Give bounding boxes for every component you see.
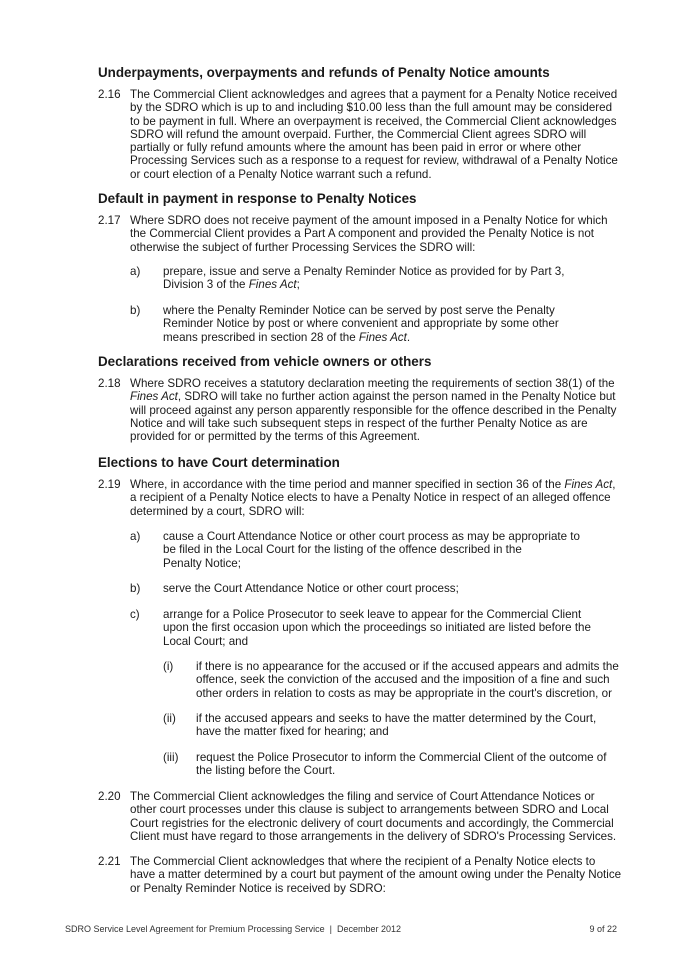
text-line: the Commercial Client provides a Part A component and provided the Penalty Notice is not [130, 227, 594, 241]
footer-document-title: SDRO Service Level Agreement for Premium Processing Service | December 2012 [65, 924, 401, 934]
text-line: arrange for a Police Prosecutor to seek leave to appear for the Commercial Client [163, 608, 582, 621]
text-span: means prescribed in section 28 of the [163, 330, 359, 344]
text-line: if there is no appearance for the accused or if the accused appears and admits the [196, 660, 619, 673]
text-line: the listing before the Court. [196, 764, 336, 778]
text-span: Division 3 of the [163, 278, 249, 292]
text-line: offence, seek the conviction of the accused and the imposition of a fine and such [196, 673, 610, 687]
text-line: by the SDRO which is up to and including $10.00 less than the full amount may be considered [130, 101, 613, 115]
heading-elections: Elections to have Court determination [98, 455, 340, 470]
text-line: be filed in the Local Court for the listing of the offence described in the [163, 543, 522, 557]
clause-2-19-item-c [163, 608, 591, 648]
text-line: upon the first occasion upon which the proceedings so initiated are listed before the [163, 621, 591, 635]
text-line: Processing Services such as a response to a request for review, withdrawal of a Penalty Notice [130, 154, 618, 168]
clause-2-16-text [130, 88, 618, 181]
clause-number-2-18: 2.18 [98, 377, 121, 390]
item-label-i: (i) [163, 660, 174, 673]
text-line: The Commercial Client acknowledges that where the recipient of a Penalty Notice elects to [130, 855, 596, 868]
text-line: The Commercial Client acknowledges and agrees that a payment for a Penalty Notice received [130, 88, 618, 101]
text-line: The Commercial Client acknowledges the filing and service of Court Attendance Notices or [130, 790, 595, 803]
text-line: or Penalty Reminder Notice is received by SDRO: [130, 881, 386, 895]
text-line: Notice and will take such subsequent steps in respect of the further Penalty Notice as are [130, 416, 588, 430]
text-line: Where SDRO receives a statutory declaration meeting the requirements of section 38(1) of the [130, 377, 615, 390]
text-line: other court processes under this clause is subject to arrangements between SDRO and Local [130, 803, 609, 817]
clause-2-17-item-a [163, 265, 564, 292]
text-line: otherwise the subject of further Processing Services the SDRO will: [130, 240, 476, 254]
text-line: to be payment in full. Where an overpayment is received, the Commercial Client acknowledges [130, 114, 617, 128]
text-line: provided for or permitted by the terms of this Agreement. [130, 430, 420, 444]
clause-2-19-item-ii [196, 712, 596, 739]
text-span: Where, in accordance with the time period and manner specified in section 36 of the [130, 478, 565, 491]
text-line: request the Police Prosecutor to inform the Commercial Client of the outcome of [196, 751, 607, 764]
clause-number-2-17: 2.17 [98, 214, 121, 227]
act-name: Fines Act [248, 278, 297, 292]
item-label-a: a) [130, 265, 141, 278]
text-line: SDRO will refund the amount overpaid. Further, the Commercial Client agrees SDRO will [130, 127, 587, 141]
text-span: ; [296, 278, 300, 292]
clause-2-19-item-iii [196, 751, 606, 778]
text-line: cause a Court Attendance Notice or other court process as may be appropriate to [163, 530, 580, 543]
text-line [163, 331, 559, 344]
text-line: have a matter determined by a court but payment of the amount owing under the Penalty Notice [130, 868, 622, 882]
text-span: , SDRO will take no further action against the person named in the Penalty Notice but [177, 390, 616, 404]
item-label-b: b) [130, 582, 141, 595]
clause-number-2-19: 2.19 [98, 478, 121, 491]
text-line: Client must have regard to those arrangements in the delivery of SDRO's Processing Services. [130, 829, 617, 843]
clause-2-19-item-a [163, 530, 580, 570]
text-line: Reminder Notice by post or where convenient and appropriate by some other [163, 317, 559, 331]
clause-2-20-text [130, 790, 618, 843]
text-line [130, 390, 618, 403]
item-label-a: a) [130, 530, 141, 543]
clause-2-19-text [130, 478, 618, 518]
text-line: determined by a court, SDRO will: [130, 504, 305, 518]
text-line [163, 278, 564, 291]
clause-number-2-20: 2.20 [98, 790, 121, 803]
clause-2-18-text [130, 377, 618, 443]
text-line: have the matter fixed for hearing; and [196, 725, 389, 739]
text-span: , [612, 478, 616, 491]
text-line: Court registries for the electronic delivery of court documents and accordingly, the Commercial [130, 816, 614, 830]
text-line: serve the Court Attendance Notice or other court process; [163, 582, 459, 595]
text-line: or court election of a Penalty Notice warrant such a refund. [130, 167, 432, 181]
text-line [130, 478, 618, 491]
text-span: . [406, 330, 411, 344]
text-line: if the accused appears and seeks to have the matter determined by the Court, [196, 712, 597, 725]
text-line: partially or fully refund amounts where the amount has been paid in error or where other [130, 141, 582, 155]
item-label-c: c) [130, 608, 140, 621]
text-line: Where SDRO does not receive payment of the amount imposed in a Penalty Notice for which [130, 214, 608, 227]
item-label-ii: (ii) [163, 712, 176, 725]
act-name: Fines Act [130, 390, 178, 404]
clause-2-19-item-i [196, 660, 619, 700]
clause-2-19-item-b [163, 582, 459, 595]
heading-declarations: Declarations received from vehicle owners or others [98, 354, 432, 369]
clause-2-21-text [130, 855, 622, 895]
text-line: will proceed against any person apparently responsible for the offence described in the Penalty [130, 403, 617, 417]
clause-number-2-21: 2.21 [98, 855, 121, 868]
clause-2-17-text [130, 214, 618, 254]
heading-default-in-payment: Default in payment in response to Penalty Notices [98, 191, 417, 206]
item-label-iii: (iii) [163, 751, 179, 764]
item-label-b: b) [130, 304, 141, 317]
act-name: Fines Act [564, 478, 613, 491]
text-line: Local Court; and [163, 634, 249, 648]
act-name: Fines Act [358, 330, 407, 344]
text-line: where the Penalty Reminder Notice can be served by post serve the Penalty [163, 304, 555, 317]
text-line: prepare, issue and serve a Penalty Reminder Notice as provided for by Part 3, [163, 265, 565, 278]
clause-2-17-item-b [163, 304, 559, 344]
text-line: a recipient of a Penalty Notice elects to have a Penalty Notice in respect of an alleged offence [130, 491, 611, 505]
text-line: Penalty Notice; [163, 556, 241, 570]
footer-page-number: 9 of 22 [589, 924, 617, 934]
text-line: other orders in relation to costs as may be appropriate in the court's discretion, or [196, 686, 612, 700]
heading-underpayments: Underpayments, overpayments and refunds of Penalty Notice amounts [98, 65, 550, 80]
clause-number-2-16: 2.16 [98, 88, 121, 101]
